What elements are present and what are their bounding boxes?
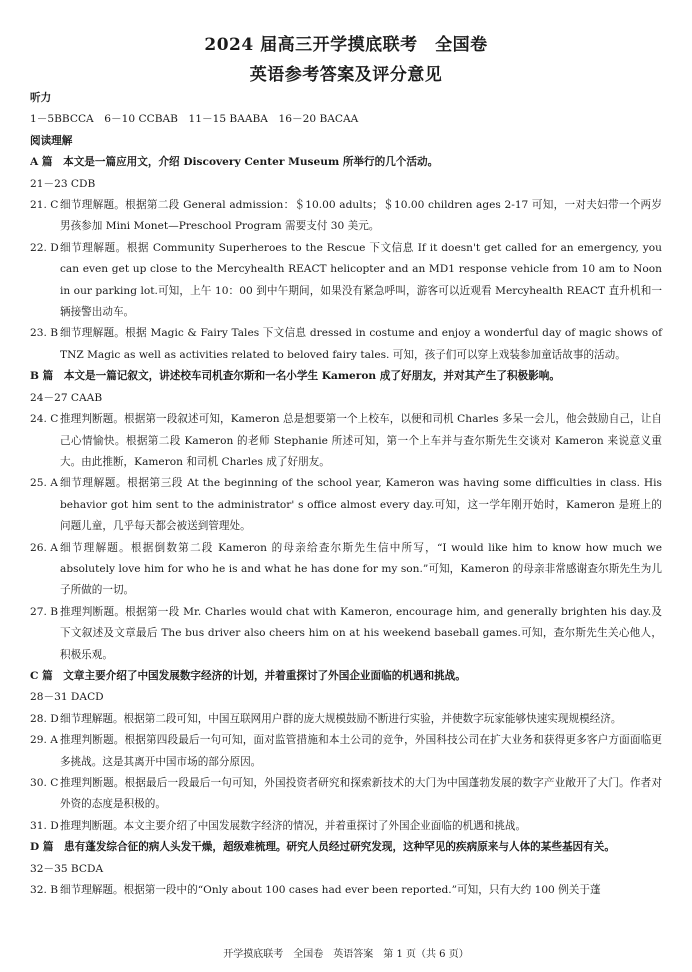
question-26 (30, 538, 662, 602)
question-23 (30, 323, 662, 366)
passage-d-heading: D 篇 患有蓬发综合征的病人头发干燥，超级难梳理。研究人员经过研究发现，这种罕见的疾病原来与人体的某些基因有关。 (30, 841, 615, 854)
question-29 (30, 730, 662, 773)
question-number: 26. A (30, 541, 58, 554)
passage-a-heading: A 篇 本文是一篇应用文，介绍 Discovery Center Museum 所举行的几个活动。 (30, 156, 439, 169)
page-subtitle: 英语参考答案及评分意见 (249, 65, 443, 85)
question-explanation: 细节理解题。根据 Magic & Fairy Tales 下文信息 dressed in costume and enjoy a wonderful day of magic shows of TNZ Magic as well as activities related to beloved fairy tales. 可知，孩子们可以穿上戏装参加童话故事的活动。 (60, 327, 662, 361)
question-explanation: 细节理解题。根据 Community Superheroes to the Rescue 下文信息 If it doesn't get called for an emergency, you can even get up close to the Mercyhealth REACT helicopter and an MD1 response vehicle from 10 am to Noon in our parking lot.可知，上午 10：00 到中午期间，如果没有紧急呼叫，游客可以近观看 Mercyhealth REACT 直升机和一辆接警出动车。 (60, 241, 662, 319)
question-number: 27. B (30, 605, 58, 618)
question-number: 23. B (30, 327, 58, 340)
question-number: 29. A (30, 734, 58, 747)
listening-answers: 1－5BBCCA 6－10 CCBAB 11－15 BAABA 16－20 BACAA (30, 113, 359, 126)
passage-b-heading: B 篇 本文是一篇记叙文，讲述校车司机查尔斯和一名小学生 Kameron 成了好朋友，并对其产生了积极影响。 (30, 370, 560, 383)
question-explanation: 细节理解题。根据第二段可知，中国互联网用户群的庞大规模鼓励不断进行实验，并使数字玩家能够快速实现规模经济。 (60, 712, 622, 725)
question-25 (30, 473, 662, 537)
question-number: 25. A (30, 477, 58, 490)
question-explanation: 推理判断题。本文主要介绍了中国发展数字经济的情况，并着重探讨了外国企业面临的机遇和挑战。 (60, 819, 527, 832)
question-31 (30, 816, 662, 837)
question-explanation: 推理判断题。根据第一段叙述可知，Kameron 总是想要第一个上校车，以便和司机 Charles 多呆一会儿，他会鼓励自己，让自己心情愉快。根据第二段 Kameron 的老师 Stephanie 所述可知，第一个上车并与查尔斯先生交谈对 Kameron 来说意义重大。由此推断，Kameron 和司机 Charles 成了好朋友。 (60, 413, 662, 468)
question-number: 32. B (30, 884, 58, 897)
question-number: 28. D (30, 712, 59, 725)
question-24 (30, 409, 662, 473)
question-21 (30, 195, 662, 238)
question-number: 24. C (30, 413, 59, 426)
question-number: 30. C (30, 777, 59, 789)
passage-c-heading: C 篇 文章主要介绍了中国发展数字经济的计划，并着重探讨了外国企业面临的机遇和挑战。 (30, 669, 466, 682)
question-explanation: 细节理解题。根据倒数第二段 Kameron 的母亲给查尔斯先生信中所写，“I would like him to know how much we absolutely love him for who he is and what he has done for my son.”可知，Kameron 的母亲非常感谢查尔斯先生为儿子所做的一切。 (60, 541, 662, 597)
question-30 (30, 773, 662, 816)
page-footer: 开学摸底联考 全国卷 英语答案 第 1 页（共 6 页） (223, 949, 469, 960)
answer-content (30, 88, 662, 901)
passage-b-answers: 24－27 CAAB (30, 391, 103, 404)
question-explanation: 推理判断题。根据第四段最后一句可知，面对监管措施和本土公司的竞争，外国科技公司在扩大业务和获得更多客户方面面临更多挑战。这是其离开中国市场的部分原因。 (60, 734, 662, 768)
question-explanation: 细节理解题。根据第一段中的“Only about 100 cases had ever been reported.”可知，只有大约 100 例关于蓬 (60, 884, 601, 897)
page-title: 2024 届高三开学摸底联考 全国卷 (204, 35, 488, 55)
question-28 (30, 709, 662, 730)
passage-d-answers: 32－35 BCDA (30, 862, 104, 875)
listening-heading: 听力 (30, 92, 52, 104)
question-explanation: 细节理解题。根据第三段 At the beginning of the school year, Kameron was having some difficulties in class. His behavior got him sent to the administrator' s office almost every day.可知，这一学年刚开始时，Kameron 是班上的问题儿童，几乎每天都会被送到管理处。 (60, 477, 662, 533)
passage-a-answers: 21－23 CDB (30, 177, 96, 190)
question-22 (30, 238, 662, 324)
question-number: 22. D (30, 241, 59, 254)
passage-c-answers: 28－31 DACD (30, 691, 104, 704)
reading-heading: 阅读理解 (30, 134, 73, 147)
question-number: 31. D (30, 819, 59, 832)
question-explanation: 细节理解题。根据第二段 General admission：＄10.00 adults；＄10.00 children ages 2-17 可知，一对夫妇带一个两岁男孩参加 Mini Monet—Preschool Program 需要支付 30 美元。 (60, 199, 662, 233)
question-27 (30, 602, 662, 666)
question-explanation: 推理判断题。根据第一段 Mr. Charles would chat with Kameron, encourage him, and generally brighten his day.及下文叙述及文章最后 The bus driver also cheers him on at his weekend baseball games.可知，查尔斯先生关心他人，积极乐观。 (60, 605, 662, 661)
question-number: 21. C (30, 199, 59, 212)
question-explanation: 推理判断题。根据最后一段最后一句可知，外国投资者研究和探索新技术的大门为中国蓬勃发展的数字产业敞开了大门。作者对外资的态度是积极的。 (60, 777, 662, 811)
question-32 (30, 880, 662, 901)
